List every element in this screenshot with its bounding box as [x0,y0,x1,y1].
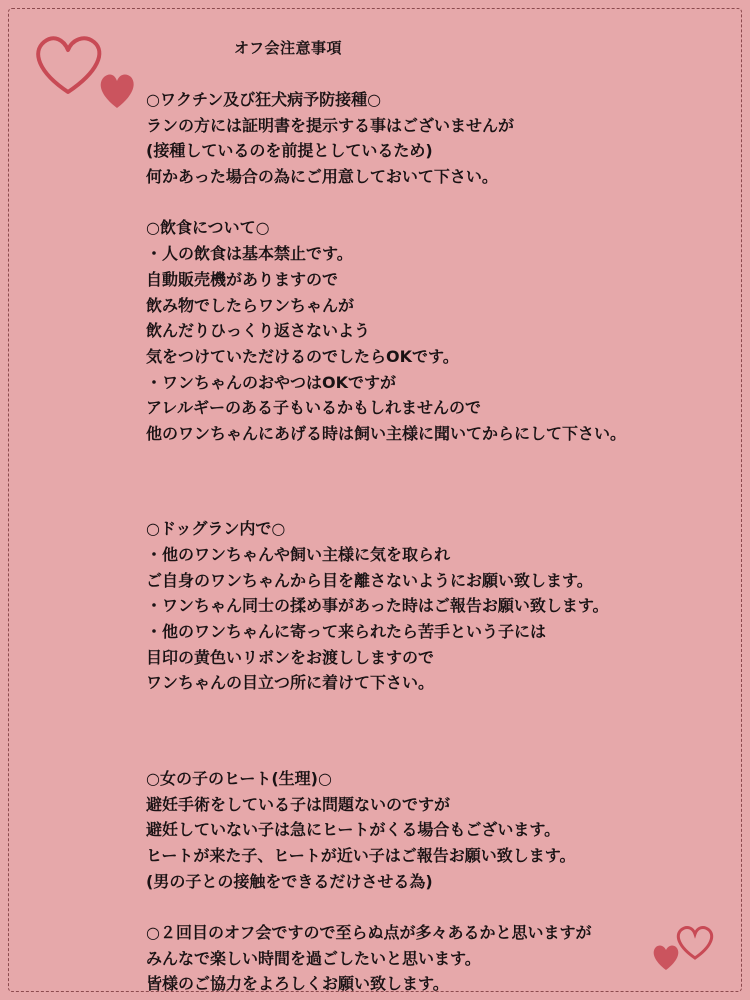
text-line: 皆様のご協力をよろしくお願い致します。 [146,974,449,994]
section-heading-heat: ○女の子のヒート(生理)○ [146,768,332,788]
text-line: ヒートが来た子、ヒートが近い子はご報告お願い致します。 [146,845,576,865]
section-heading-vaccine: ○ワクチン及び狂犬病予防接種○ [146,90,382,109]
text-line: ・ワンちゃん同士の揉め事があった時はご報告お願い致します。 [146,596,609,616]
text-line: ワンちゃんの目立つ所に着けて下さい。 [146,673,435,693]
text-line: 飲んだりひっくり返さないよう [146,321,371,341]
text-line: ランの方には証明書を提示する事はございませんが [146,115,515,135]
text-line: 飲み物でしたらワンちゃんが [146,295,355,315]
text-line: 目印の黄色いリボンをお渡ししますので [146,647,435,667]
text-line: (男の子との接触をできるだけさせる為) [146,871,433,891]
text-line: (接種しているのを前提としているため) [146,141,433,161]
notice-body [146,87,736,997]
heart-filled-icon [95,70,139,110]
text-line: 気をつけていただけるのでしたらOKです。 [146,346,459,366]
text-line: みんなで楽しい時間を過ごしたいと思います。 [146,948,481,968]
text-line: 他のワンちゃんにあげる時は飼い主様に聞いてからにして下さい。 [146,423,627,443]
text-line: アレルギーのある子もいるかもしれませんので [146,398,481,418]
text-line: 何かあった場合の為にご用意しておいて下さい。 [146,167,498,187]
page-title: オフ会注意事項 [234,39,343,57]
text-line: 避妊していない子は急にヒートがくる場合もございます。 [146,820,561,840]
text-line: ・人の飲食は基本禁止です。 [146,244,353,264]
text-line: ご自身のワンちゃんから目を離さないようにお願い致します。 [146,570,593,590]
text-line: ・他のワンちゃんに寄って来られたら苦手という子には [146,622,547,642]
section-heading-food: ○飲食について○ [146,218,270,238]
text-line: 避妊手術をしている子は問題ないのですが [146,794,451,814]
section-heading-dogrun: ○ドッグラン内で○ [146,519,286,539]
text-line: ・ワンちゃんのおやつはOKですが [146,372,397,392]
text-line: ○２回目のオフ会ですので至らぬ点が多々あるかと思いますが [146,922,592,942]
text-line: ・他のワンちゃんや飼い主様に気を取られ [146,545,451,564]
text-line: 自動販売機がありますので [146,269,339,289]
